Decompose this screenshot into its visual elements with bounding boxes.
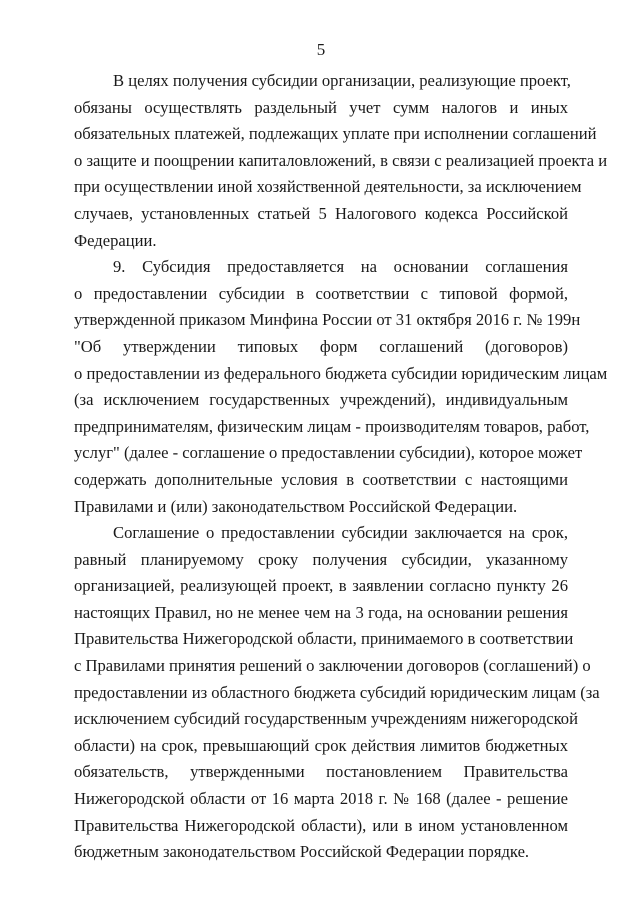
paragraph-agreement-term (74, 520, 600, 866)
page-number: 5 (316, 40, 326, 59)
text-line: утвержденной приказом Минфина России от 31 октября 2016 г. № 199н (74, 310, 581, 330)
text-line: случаев, установленных статьей 5 Налогового кодекса Российской (74, 203, 568, 223)
paragraph-item-9 (74, 254, 608, 520)
text-line: обязательств, утвержденными постановлением Правительства (74, 762, 568, 782)
text-line: бюджетным законодательством Российской Федерации порядке. (74, 842, 530, 862)
text-line: В целях получения субсидии организации, реализующие проект, (113, 71, 571, 90)
text-line: обязаны осуществлять раздельный учет сумм налогов и иных (74, 97, 568, 117)
text-line: услуг" (далее - соглашение о предоставлении субсидии), которое может (74, 443, 583, 463)
text-line: равный планируемому сроку получения субсидии, указанному (74, 549, 568, 569)
text-line: "Об утверждении типовых форм соглашений (договоров) (74, 336, 568, 356)
text-line: Правительства Нижегородской области, принимаемого в соответствии (74, 629, 574, 649)
text-line: Правилами и (или) законодательством Российской Федерации. (74, 496, 518, 516)
text-line: настоящих Правил, но не менее чем на 3 года, на основании решения (74, 602, 568, 622)
text-line: с Правилами принятия решений о заключении договоров (соглашений) о (74, 656, 591, 676)
text-line: о предоставлении субсидии в соответствии с типовой формой, (74, 283, 568, 303)
text-line: о предоставлении из федерального бюджета субсидии юридическим лицам (74, 363, 608, 383)
text-line: Соглашение о предоставлении субсидии заключается на срок, (113, 523, 568, 543)
text-line: организацией, реализующей проект, в заявлении согласно пункту 26 (74, 576, 568, 596)
text-line: при осуществлении иной хозяйственной деятельности, за исключением (74, 177, 582, 197)
paragraph-tax-accounting (74, 68, 608, 254)
text-line: о защите и поощрении капиталовложений, в связи с реализацией проекта и (74, 150, 608, 170)
text-line: (за исключением государственных учреждений), индивидуальным (74, 390, 568, 410)
text-line: области) на срок, превышающий срок действия лимитов бюджетных (74, 735, 568, 755)
text-line: предпринимателям, физическим лицам - производителям товаров, работ, (74, 416, 590, 436)
text-line: 9. Субсидия предоставляется на основании соглашения (113, 257, 568, 277)
text-line: предоставлении из областного бюджета субсидий юридическим лицам (за (74, 682, 600, 702)
text-line: Нижегородской области от 16 марта 2018 г. № 168 (далее - решение (74, 789, 568, 809)
text-line: исключением субсидий государственным учреждениям нижегородской (74, 709, 578, 729)
document-page (74, 40, 608, 880)
text-line: Правительства Нижегородской области), или в ином установленном (74, 815, 568, 835)
text-line: содержать дополнительные условия в соответствии с настоящими (74, 469, 568, 489)
text-line: обязательных платежей, подлежащих уплате при исполнении соглашений (74, 124, 597, 144)
document-body (74, 68, 608, 866)
text-line: Федерации. (74, 230, 157, 250)
